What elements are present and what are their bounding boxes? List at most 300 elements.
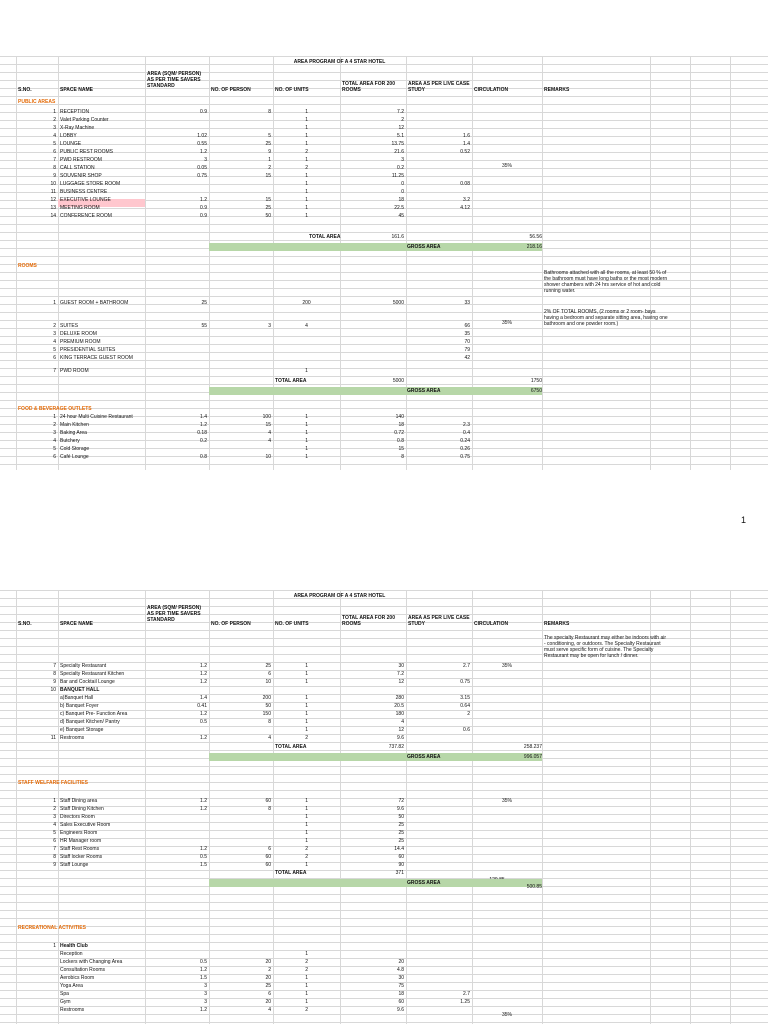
fnb-row-sno: 5 — [53, 446, 56, 452]
fnb2-row-area: 1.2 — [200, 671, 207, 677]
fnb2-row-sno: 11 — [50, 735, 56, 741]
grid-line — [0, 606, 768, 607]
public-row-units: 1 — [305, 133, 308, 139]
public-row-area: 0.9 — [200, 205, 207, 211]
public-row-total: 2 — [401, 117, 404, 123]
fnb2-row-space-name: b) Banquet Foyer — [60, 703, 99, 709]
header-remarks: REMARKS — [544, 621, 570, 627]
grid-line — [0, 376, 768, 377]
staff-row-total: 72 — [398, 798, 404, 804]
fnb-row-persons: 4 — [268, 430, 271, 436]
header-total: TOTAL AREA FOR 200 ROOMS — [342, 615, 395, 627]
rooms-row-space-name: DELUXE ROOM — [60, 331, 97, 337]
public-row-units: 1 — [305, 173, 308, 179]
staff-row-space-name: Staff Lounge — [60, 862, 89, 868]
public-row-units: 1 — [305, 125, 308, 131]
rooms-row-space-name: GUEST ROOM + BATHROOM — [60, 300, 129, 306]
fnb2-row-units: 1 — [305, 663, 308, 669]
fnb2-row-total: 4 — [401, 719, 404, 725]
grid-line — [0, 240, 768, 241]
fnb2-row-live: 2 — [467, 711, 470, 717]
fnb2-row-units: 1 — [305, 719, 308, 725]
section-public-areas: PUBLIC AREAS — [18, 99, 56, 105]
fnb-row-units: 1 — [305, 454, 308, 460]
grid-column-line — [730, 590, 731, 1024]
fnb2-row-area: 1.2 — [200, 663, 207, 669]
public-row-space-name: LOBBY — [60, 133, 77, 139]
staff-total-label: TOTAL AREA — [275, 870, 307, 876]
rooms-row-units: 1 — [305, 368, 308, 374]
public-row-sno: 6 — [53, 149, 56, 155]
rec-row-space-name: Lockers with Changing Area — [60, 959, 123, 965]
public-row-total: 45 — [398, 213, 404, 219]
public-row-sno: 10 — [50, 181, 56, 187]
rec-row-persons: 20 — [265, 975, 271, 981]
rec-row-persons: 25 — [265, 983, 271, 989]
public-row-persons: 15 — [265, 173, 271, 179]
rec-row-total: 4.8 — [397, 967, 404, 973]
rooms-remark-2: 2% OF TOTAL ROOMS, (2 rooms or 2 room- bays having a bedroom and separate sitting area, having one bathroom and one powder room.) — [544, 309, 668, 327]
rec-row-units: 1 — [305, 951, 308, 957]
staff-row-sno: 1 — [53, 798, 56, 804]
rooms-row-space-name: PWD ROOM — [60, 368, 89, 374]
public-row-units: 1 — [305, 157, 308, 163]
fnb2-row-live: 3.15 — [460, 695, 470, 701]
staff-row-units: 1 — [305, 814, 308, 820]
grid-line — [0, 630, 768, 631]
rooms-circulation: 35% — [501, 320, 512, 326]
rooms-row-sno: 5 — [53, 347, 56, 353]
fnb-row-units: 1 — [305, 422, 308, 428]
grid-line — [0, 918, 768, 919]
fnb2-row-total: 12 — [398, 727, 404, 733]
rooms-row-sno: 3 — [53, 331, 56, 337]
grid-line — [0, 72, 768, 73]
fnb2-row-space-name: Restrooms — [60, 735, 85, 741]
staff-row-total: 9.6 — [397, 806, 404, 812]
public-row-area: 1.2 — [200, 149, 207, 155]
staff-circulation: 35% — [501, 798, 512, 804]
grid-line — [0, 894, 768, 895]
staff-row-space-name: Staff Rest Rooms — [60, 846, 100, 852]
public-row-area: 0.55 — [197, 141, 207, 147]
staff-row-sno: 4 — [53, 822, 56, 828]
fnb2-row-units: 1 — [305, 711, 308, 717]
fnb-row-total: 140 — [395, 414, 404, 420]
grid-line — [0, 400, 768, 401]
rec-row-units: 1 — [305, 983, 308, 989]
fnb2-row-area: 0.41 — [197, 703, 207, 709]
rec-row-total: 9.6 — [397, 1007, 404, 1013]
rooms-row-live: 33 — [464, 300, 470, 306]
rec-row-area: 3 — [204, 983, 207, 989]
fnb2-row-area: 1.2 — [200, 735, 207, 741]
public-row-sno: 1 — [53, 109, 56, 115]
public-row-units: 2 — [305, 165, 308, 171]
rooms-row-space-name: PRESIDENTIAL SUITES — [60, 347, 116, 353]
fnb2-row-total: 9.6 — [397, 735, 404, 741]
public-row-total: 0 — [401, 189, 404, 195]
rec-row-sno: 1 — [53, 943, 56, 949]
rooms-gross-label: GROSS AREA — [407, 388, 441, 394]
header-live: AREA AS PER LIVE CASE STUDY — [408, 81, 470, 93]
staff-row-total: 25 — [398, 838, 404, 844]
fnb2-row-sno: 9 — [53, 679, 56, 685]
staff-row-total: 90 — [398, 862, 404, 868]
rooms-total: 5000 — [392, 378, 404, 384]
fnb2-row-sno: 8 — [53, 671, 56, 677]
public-row-persons: 15 — [265, 197, 271, 203]
public-gross-label: GROSS AREA — [407, 244, 441, 250]
rec-row-units: 2 — [305, 967, 308, 973]
fnb2-row-area: 1.2 — [200, 711, 207, 717]
fnb-row-units: 1 — [305, 430, 308, 436]
public-row-units: 1 — [305, 189, 308, 195]
rec-row-live: 1.25 — [460, 999, 470, 1005]
staff-row-area: 1.2 — [200, 806, 207, 812]
fnb2-row-live: 0.75 — [460, 679, 470, 685]
rec-row-units: 1 — [305, 991, 308, 997]
grid-column-line — [472, 56, 473, 470]
grid-line — [0, 910, 768, 911]
header-circulation: CIRCULATION — [474, 621, 509, 627]
rec-row-space-name: Health Club — [60, 943, 88, 949]
public-row-total: 5.1 — [397, 133, 404, 139]
rec-row-units: 1 — [305, 975, 308, 981]
public-row-persons: 8 — [268, 109, 271, 115]
fnb-row-space-name: Butchery — [60, 438, 80, 444]
public-gross: 218.16 — [526, 244, 542, 250]
fnb2-row-space-name: BANQUET HALL — [60, 687, 100, 693]
public-row-live: 4.12 — [460, 205, 470, 211]
fnb-row-area: 0.8 — [200, 454, 207, 460]
fnb2-row-space-name: Specialty Restaurant Kitchen — [60, 671, 125, 677]
grid-column-line — [472, 590, 473, 1024]
fnb2-row-units: 1 — [305, 671, 308, 677]
rooms-row-area: 25 — [201, 300, 207, 306]
staff-row-units: 2 — [305, 846, 308, 852]
staff-row-persons: 60 — [265, 854, 271, 860]
staff-gross: 500.85 — [526, 884, 542, 890]
public-row-sno: 8 — [53, 165, 56, 171]
staff-row-units: 1 — [305, 862, 308, 868]
public-row-space-name: EXECUTIVE LOUNGE — [60, 197, 111, 203]
fnb-row-area: 1.4 — [200, 414, 207, 420]
header-space-name: SPACE NAME — [60, 87, 93, 93]
fnb2-row-total: 20.5 — [394, 703, 404, 709]
fnb2-total-label: TOTAL AREA — [275, 744, 307, 750]
fnb-remark: The specialty Restaurant may either be indoors with air - conditioning, or outdoors. The Specialty Restaurant must serve specific form of cuisine. The Specialty Restaurant may be open for lunch / dinner. — [544, 635, 667, 659]
staff-row-space-name: Directors Room — [60, 814, 95, 820]
public-row-live: 1.4 — [463, 141, 470, 147]
fnb-row-sno: 3 — [53, 430, 56, 436]
fnb2-row-persons: 8 — [268, 719, 271, 725]
rooms-row-live: 42 — [464, 355, 470, 361]
fnb-row-sno: 6 — [53, 454, 56, 460]
rooms-remark-1: Bathrooms attached with all the rooms, at least 50 % of the bathroom must have long baths or the most modern shower chambers with 24 hrs service of hot and cold running water. — [544, 270, 668, 294]
staff-row-total: 60 — [398, 854, 404, 860]
fnb2-row-total: 30 — [398, 663, 404, 669]
rec-row-space-name: Yoga Area — [60, 983, 83, 989]
public-row-space-name: CALL STATION — [60, 165, 95, 171]
staff-total: 371 — [395, 870, 404, 876]
fnb2-row-sno: 10 — [50, 687, 56, 693]
public-row-units: 1 — [305, 213, 308, 219]
public-row-total: 11.25 — [391, 173, 404, 179]
public-row-space-name: LUGGAGE STORE ROOM — [60, 181, 121, 187]
public-row-space-name: PUBLIC REST ROOMS — [60, 149, 113, 155]
fnb2-row-live: 2.7 — [463, 663, 470, 669]
rec-row-persons: 6 — [268, 991, 271, 997]
rec-row-total: 20 — [398, 959, 404, 965]
public-row-space-name: X-Ray Machine — [60, 125, 95, 131]
grid-column-line — [542, 590, 543, 1024]
rec-row-space-name: Restrooms — [60, 1007, 85, 1013]
staff-row-persons: 60 — [265, 798, 271, 804]
fnb2-gross: 996.057 — [523, 754, 542, 760]
fnb-row-total: 0.8 — [397, 438, 404, 444]
fnb2-row-persons: 150 — [262, 711, 271, 717]
public-row-total: 0.2 — [397, 165, 404, 171]
public-row-total: 18 — [398, 197, 404, 203]
staff-row-sno: 6 — [53, 838, 56, 844]
grid-line — [0, 934, 768, 935]
rooms-row-space-name: SUITES — [60, 323, 79, 329]
fnb-row-sno: 1 — [53, 414, 56, 420]
staff-row-sno: 5 — [53, 830, 56, 836]
staff-row-units: 1 — [305, 838, 308, 844]
public-row-sno: 3 — [53, 125, 56, 131]
rec-row-units: 2 — [305, 959, 308, 965]
rooms-total-label: TOTAL AREA — [275, 378, 307, 384]
public-row-live: 1.6 — [463, 133, 470, 139]
public-row-persons: 25 — [265, 141, 271, 147]
public-row-space-name: CONFERENCE ROOM — [60, 213, 112, 219]
public-row-units: 1 — [305, 117, 308, 123]
fnb-row-area: 0.18 — [197, 430, 207, 436]
staff-row-space-name: Engineers Room — [60, 830, 98, 836]
fnb2-row-persons: 4 — [268, 735, 271, 741]
grid-line — [0, 766, 768, 767]
fnb2-row-live: 0.64 — [460, 703, 470, 709]
public-row-space-name: RECEPTION — [60, 109, 90, 115]
staff-row-units: 1 — [305, 798, 308, 804]
fnb2-row-space-name: c) Banquet Pre- Function Area — [60, 711, 128, 717]
fnb-row-live: 2.3 — [463, 422, 470, 428]
fnb-row-live: 0.24 — [460, 438, 470, 444]
public-row-area: 1.2 — [200, 197, 207, 203]
grid-line — [0, 464, 768, 465]
fnb2-row-total: 7.2 — [397, 671, 404, 677]
public-row-units: 1 — [305, 109, 308, 115]
section-food-beverage: FOOD & BEVERAGE OUTLETS — [18, 406, 92, 412]
fnb2-row-space-name: a)Banquet Hall — [60, 695, 94, 701]
sheet-title: AREA PROGRAM OF A 4 STAR HOTEL — [293, 59, 386, 65]
page-number: 1 — [740, 515, 746, 525]
header-sno: S.NO. — [18, 87, 32, 93]
rec-row-area: 0.5 — [200, 959, 207, 965]
rooms-row-units: 200 — [302, 300, 311, 306]
grid-line — [0, 384, 768, 385]
public-row-live: 0.52 — [460, 149, 470, 155]
fnb2-row-total: 280 — [395, 695, 404, 701]
rooms-circ-value: 1750 — [530, 378, 542, 384]
public-circ-value: 56.56 — [529, 234, 542, 240]
grid-column-line — [58, 590, 59, 1024]
section-recreational: RECREATIONAL ACTIVITIES — [18, 925, 86, 931]
fnb2-row-area: 1.2 — [200, 679, 207, 685]
public-total-label: TOTAL AREA — [309, 234, 341, 240]
staff-row-sno: 3 — [53, 814, 56, 820]
public-row-sno: 5 — [53, 141, 56, 147]
rec-row-units: 2 — [305, 1007, 308, 1013]
staff-row-space-name: Staff Dining area — [60, 798, 98, 804]
staff-row-units: 2 — [305, 854, 308, 860]
staff-gross-label: GROSS AREA — [407, 880, 441, 886]
grid-line — [0, 742, 768, 743]
public-row-persons: 1 — [268, 157, 271, 163]
header-circulation: CIRCULATION — [474, 87, 509, 93]
grid-line — [0, 296, 768, 297]
fnb2-row-area: 0.5 — [200, 719, 207, 725]
section-rooms: ROOMS — [18, 263, 37, 269]
fnb-row-total: 15 — [398, 446, 404, 452]
grid-column-line — [650, 56, 651, 470]
public-row-total: 12 — [398, 125, 404, 131]
fnb2-row-units: 1 — [305, 703, 308, 709]
grid-line — [0, 56, 768, 57]
rec-row-space-name: Aerobics Room — [60, 975, 95, 981]
public-row-persons: 5 — [268, 133, 271, 139]
public-row-live: 0.08 — [460, 181, 470, 187]
fnb2-row-units: 2 — [305, 735, 308, 741]
rec-row-space-name: Consultation Rooms — [60, 967, 106, 973]
rooms-row-sno: 4 — [53, 339, 56, 345]
fnb-row-total: 0.72 — [394, 430, 404, 436]
rec-row-total: 18 — [398, 991, 404, 997]
rooms-row-live: 79 — [464, 347, 470, 353]
header-remarks: REMARKS — [544, 87, 570, 93]
rooms-row-sno: 1 — [53, 300, 56, 306]
rec-row-live: 2.7 — [463, 991, 470, 997]
staff-row-units: 1 — [305, 822, 308, 828]
fnb2-row-space-name: d) Banquet Kitchen/ Pantry — [60, 719, 120, 725]
fnb2-row-live: 0.6 — [463, 727, 470, 733]
fnb-row-live: 0.26 — [460, 446, 470, 452]
public-row-area: 0.75 — [197, 173, 207, 179]
public-row-persons: 9 — [268, 149, 271, 155]
public-row-sno: 13 — [50, 205, 56, 211]
public-row-space-name: Valet Parking Counter — [60, 117, 109, 123]
public-row-sno: 14 — [50, 213, 56, 219]
grid-line — [0, 790, 768, 791]
rooms-row-area: 55 — [201, 323, 207, 329]
staff-row-persons: 8 — [268, 806, 271, 812]
rooms-row-total: 5000 — [392, 300, 404, 306]
public-row-sno: 11 — [50, 189, 56, 195]
fnb2-row-units: 1 — [305, 695, 308, 701]
fnb2-row-space-name: Specialty Restaurant — [60, 663, 107, 669]
grid-line — [0, 224, 768, 225]
fnb2-row-persons: 50 — [265, 703, 271, 709]
rec-row-space-name: Gym — [60, 999, 71, 1005]
public-row-persons: 50 — [265, 213, 271, 219]
grid-line — [0, 1022, 768, 1023]
rec-row-total: 30 — [398, 975, 404, 981]
grid-column-line — [542, 56, 543, 470]
sheet-page-1 — [0, 0, 768, 470]
public-row-persons: 25 — [265, 205, 271, 211]
rooms-row-live: 66 — [464, 323, 470, 329]
public-row-total: 22.5 — [394, 205, 404, 211]
rec-row-persons: 4 — [268, 1007, 271, 1013]
fnb-row-live: 0.4 — [463, 430, 470, 436]
public-row-space-name: SOUVENIR SHOP — [60, 173, 102, 179]
fnb2-row-persons: 10 — [265, 679, 271, 685]
rec-circulation: 35% — [501, 1012, 512, 1018]
fnb2-gross-label: GROSS AREA — [407, 754, 441, 760]
rec-row-space-name: Reception — [60, 951, 83, 957]
rec-row-persons: 20 — [265, 999, 271, 1005]
staff-row-persons: 60 — [265, 862, 271, 868]
rooms-row-persons: 3 — [268, 323, 271, 329]
public-row-sno: 9 — [53, 173, 56, 179]
staff-row-area: 1.2 — [200, 846, 207, 852]
public-row-units: 1 — [305, 181, 308, 187]
fnb-row-space-name: Main Kitchen — [60, 422, 89, 428]
rooms-row-space-name: PREMIUM ROOM — [60, 339, 101, 345]
grid-line — [0, 1014, 768, 1015]
header-live: AREA AS PER LIVE CASE STUDY — [408, 615, 470, 627]
grid-column-line — [690, 590, 691, 1024]
staff-row-sno: 2 — [53, 806, 56, 812]
public-row-live: 3.2 — [463, 197, 470, 203]
grid-line — [0, 774, 768, 775]
header-units: NO. OF UNITS — [275, 87, 309, 93]
fnb-row-space-name: Cold Storage — [60, 446, 90, 452]
rec-row-space-name: Spa — [60, 991, 69, 997]
fnb2-row-persons: 6 — [268, 671, 271, 677]
fnb-row-space-name: Baking Area — [60, 430, 87, 436]
public-total: 161.6 — [391, 234, 404, 240]
fnb-row-space-name: Café Lounge — [60, 454, 89, 460]
fnb-row-live: 0.75 — [460, 454, 470, 460]
public-row-persons: 2 — [268, 165, 271, 171]
public-row-units: 2 — [305, 149, 308, 155]
fnb-row-area: 0.2 — [200, 438, 207, 444]
header-sno: S.NO. — [18, 621, 32, 627]
fnb-row-total: 18 — [398, 422, 404, 428]
header-units: NO. OF UNITS — [275, 621, 309, 627]
grid-column-line — [209, 56, 210, 470]
public-circulation: 35% — [501, 163, 512, 169]
fnb2-row-units: 1 — [305, 679, 308, 685]
grid-line — [0, 902, 768, 903]
public-row-total: 0 — [401, 181, 404, 187]
fnb-row-units: 1 — [305, 446, 308, 452]
public-row-space-name: BUSINESS CENTRE — [60, 189, 108, 195]
rooms-row-live: 35 — [464, 331, 470, 337]
public-row-area: 0.05 — [197, 165, 207, 171]
grid-column-line — [406, 590, 407, 1024]
public-row-area: 1.02 — [197, 133, 207, 139]
staff-row-area: 0.5 — [200, 854, 207, 860]
staff-row-units: 1 — [305, 806, 308, 812]
fnb-row-sno: 4 — [53, 438, 56, 444]
rooms-row-units: 4 — [305, 323, 308, 329]
fnb-row-total: 8 — [401, 454, 404, 460]
public-row-sno: 7 — [53, 157, 56, 163]
